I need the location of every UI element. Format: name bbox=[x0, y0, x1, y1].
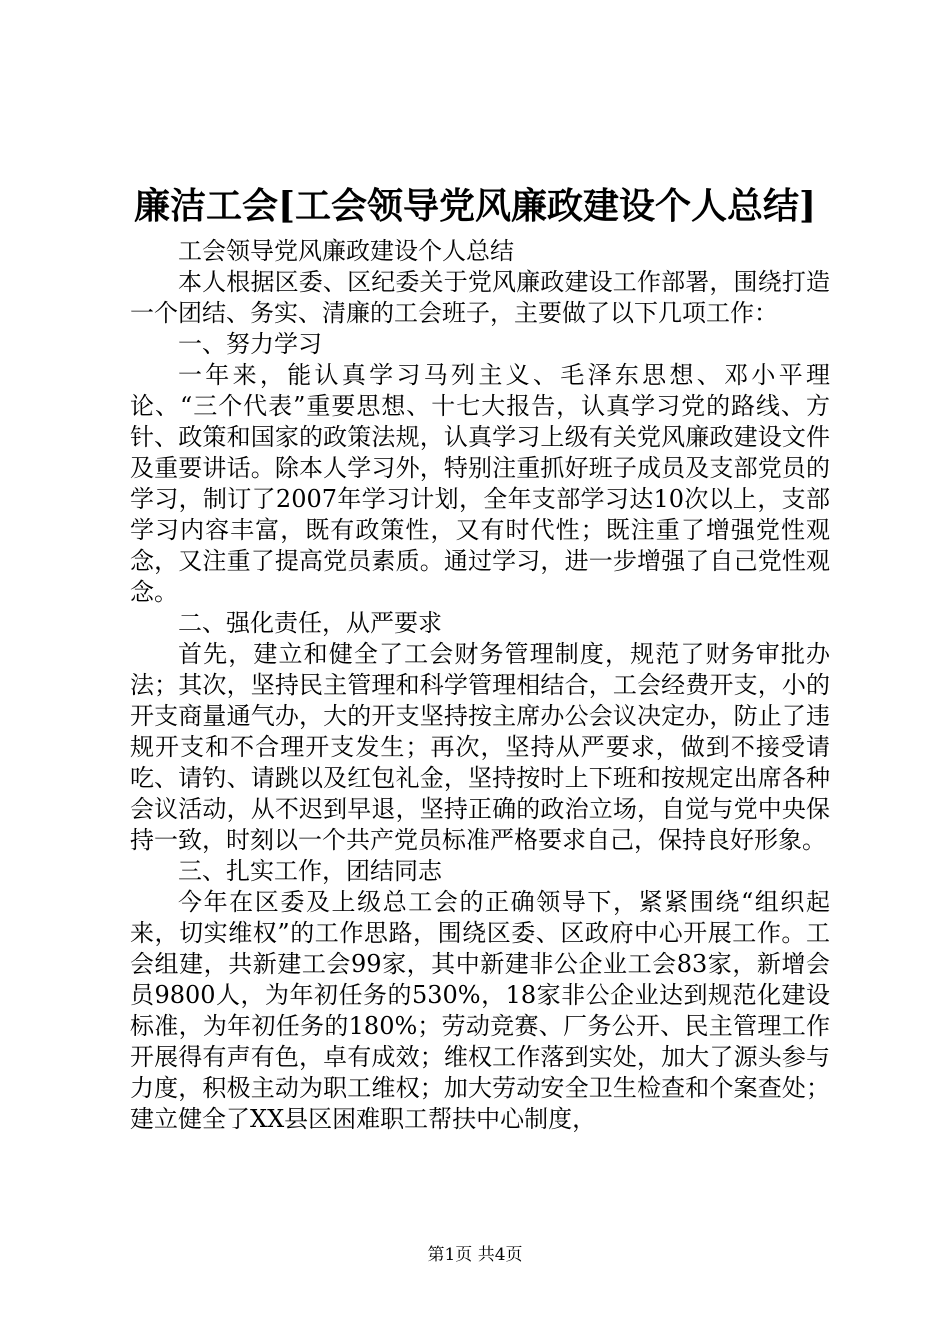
section-heading-work: 三、扎实工作，团结同志 bbox=[178, 857, 442, 885]
paragraph-work: 今年在区委及上级总工会的正确领导下，紧紧围绕“组织起来，切实维权”的工作思路，围绕区委、区政府中心开展工作。工会组建，共新建工会99家，其中新建非公企业工会83家，新增会员9800人，为年初任务的530%，18家非公企业达到规范化建设标准，为年初任务的180%；劳动竞赛、厂务公开、民主管理工作开展得有声有色，卓有成效；维权工作落到实处，加大了源头参与力度，积极主动为职工维权；加大劳动安全卫生检查和个案查处；建立健全了XX县区困难职工帮扶中心制度， bbox=[130, 888, 830, 1133]
paragraph-subtitle: 工会领导党风廉政建设个人总结 bbox=[178, 237, 514, 265]
document-title: 廉洁工会[工会领导党风廉政建设个人总结] bbox=[133, 185, 817, 227]
document-body bbox=[130, 236, 830, 1135]
paragraph-intro: 本人根据区委、区纪委关于党风廉政建设工作部署，围绕打造一个团结、务实、清廉的工会班子，主要做了以下几项工作： bbox=[130, 268, 830, 327]
paragraph-study: 一年来，能认真学习马列主义、毛泽东思想、邓小平理论、“三个代表”重要思想、十七大报告，认真学习党的路线、方针、政策和国家的政策法规，认真学习上级有关党风廉政建设文件及重要讲话。除本人学习外，特别注重抓好班子成员及支部党员的学习，制订了2007年学习计划，全年支部学习达10次以上，支部学习内容丰富，既有政策性，又有时代性；既注重了增强党性观念，又注重了提高党员素质。通过学习，进一步增强了自己党性观念。 bbox=[130, 361, 830, 606]
section-heading-study: 一、努力学习 bbox=[178, 330, 322, 358]
paragraph-responsibility: 首先，建立和健全了工会财务管理制度，规范了财务审批办法；其次，坚持民主管理和科学管理相结合，工会经费开支，小的开支商量通气办，大的开支坚持按主席办公会议决定办，防止了违规开支和不合理开支发生；再次，坚持从严要求，做到不接受请吃、请钓、请跳以及红包礼金，坚持按时上下班和按规定出席各种会议活动，从不迟到早退，坚持正确的政治立场，自觉与党中央保持一致，时刻以一个共产党员标准严格要求自己，保持良好形象。 bbox=[130, 640, 830, 854]
page-footer: 第1页 共4页 bbox=[427, 1245, 523, 1265]
section-heading-responsibility: 二、强化责任，从严要求 bbox=[178, 609, 442, 637]
